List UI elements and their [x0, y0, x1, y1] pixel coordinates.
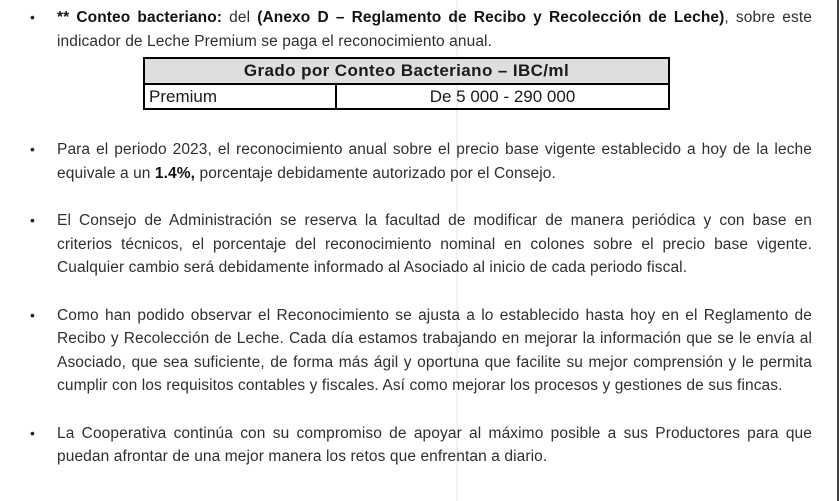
bullet-dot-icon: • — [30, 9, 35, 25]
bullet-text-periodo-2023 — [57, 138, 812, 185]
bullet-dot-icon: • — [30, 141, 35, 157]
bacterial-count-table — [143, 57, 670, 110]
bullet-text-consejo-administracion — [57, 209, 812, 280]
text-segment: Como han podido observar el Reconocimiento se ajusta a lo establecido hasta hoy en el Reglamento de Recibo y Recolección de Leche. Cada día estamos trabajando en mejorar la información que se le envía al Asociado, que sea suficiente, de forma más ágil y oportuna que facilite su mejor comprensión y le permita cumplir con los requisitos contables y fiscales. Así como mejorar los procesos y gestiones de sus fincas. — [57, 306, 812, 394]
table-header-row — [144, 58, 669, 84]
bullet-item-conteo-bacteriano — [30, 6, 812, 53]
bullet-item-cooperativa-compromiso — [30, 422, 812, 469]
text-segment: , sobre este indicador de Leche Premium se paga el reconocimiento anual. — [57, 9, 812, 50]
bullet-text-cooperativa-compromiso — [57, 422, 812, 469]
text-segment: La Cooperativa continúa con su compromiso de apoyar al máximo posible a sus Productores para que puedan afrontar de una mejor manera los retos que enfrentan a diario. — [57, 424, 812, 465]
table-cell-grade: Premium — [144, 84, 336, 109]
bullet-list — [30, 6, 812, 493]
text-segment: porcentaje debidamente autorizado por el Consejo. — [195, 164, 556, 182]
page-edge-line — [837, 0, 839, 501]
table-row — [144, 84, 669, 109]
text-segment-bold: ** Conteo bacteriano: — [57, 9, 230, 26]
text-segment-bold: (Anexo D – Reglamento de Recibo y Recolección de Leche) — [257, 9, 725, 26]
bullet-text-conteo-bacteriano — [57, 6, 812, 53]
text-segment-bold: 1.4%, — [154, 164, 196, 182]
bullet-item-consejo-administracion — [30, 209, 812, 280]
bullet-dot-icon: • — [30, 424, 35, 441]
bullet-dot-icon: • — [30, 306, 35, 323]
text-segment: El Consejo de Administración se reserva la facultad de modificar de manera periódica y con base en criterios técnicos, el porcentaje del reconocimiento nominal en colones sobre el precio base vigente. Cualquier cambio será debidamente informado al Asociado al inicio de cada periodo fiscal. — [57, 212, 812, 276]
text-segment: Para el periodo 2023, el reconocimiento anual sobre el precio base vigente establecido a hoy de la leche equivale a un — [57, 141, 812, 182]
bullet-item-periodo-2023 — [30, 138, 812, 185]
bullet-dot-icon: • — [30, 212, 35, 228]
bullet-text-reconocimiento-ajuste — [57, 304, 812, 398]
text-segment: del — [229, 9, 258, 26]
table-header-cell: Grado por Conteo Bacteriano – IBC/ml — [144, 58, 669, 84]
table-cell-range: De 5 000 - 290 000 — [336, 84, 669, 109]
bullet-item-reconocimiento-ajuste — [30, 304, 812, 398]
